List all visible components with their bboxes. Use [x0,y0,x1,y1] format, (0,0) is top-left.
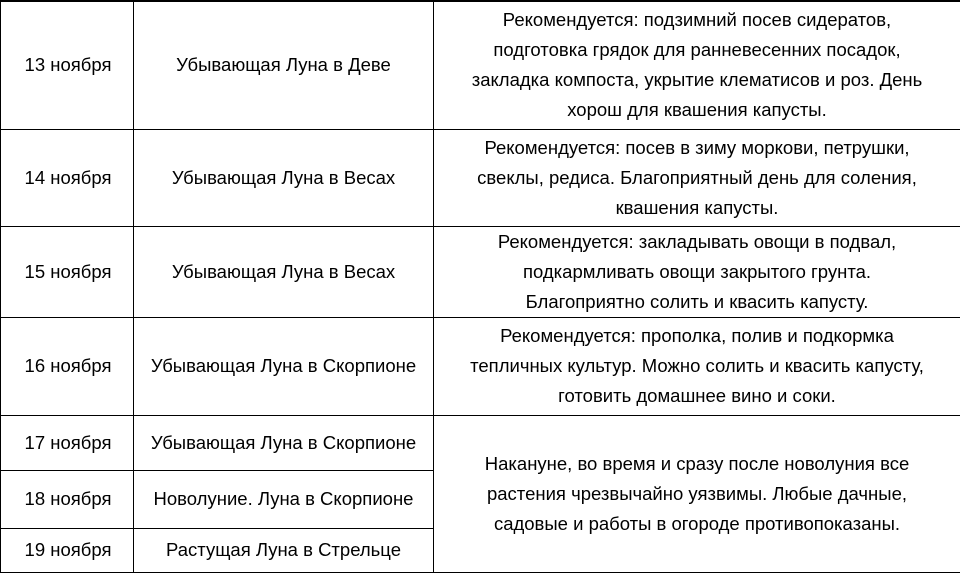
recommendation-cell [434,226,960,317]
date-cell: 16 ноября [1,317,134,415]
recommendation-cell [434,1,960,129]
merged-recommendation-cell [434,415,960,572]
moon-phase-cell: Убывающая Луна в Скорпионе [134,415,434,470]
moon-phase-cell: Убывающая Луна в Весах [134,226,434,317]
date-cell: 15 ноября [1,226,134,317]
moon-phase-cell: Новолуние. Луна в Скорпионе [134,470,434,528]
recommendation-line: Рекомендуется: подзимний посев сидератов, [438,5,956,35]
table-row [1,1,960,129]
table-row [1,129,960,226]
recommendation-line: Рекомендуется: закладывать овощи в подвал, [438,227,956,257]
table-row [1,226,960,317]
recommendation-line: квашения капусты. [438,193,956,223]
recommendation-line: свеклы, редиса. Благоприятный день для соления, [438,163,956,193]
recommendation-line: Рекомендуется: прополка, полив и подкормка [438,321,956,351]
recommendation-line: закладка компоста, укрытие клематисов и роз. День [438,65,956,95]
moon-phase-cell: Убывающая Луна в Весах [134,129,434,226]
date-cell: 13 ноября [1,1,134,129]
recommendation-cell [434,129,960,226]
date-cell: 18 ноября [1,470,134,528]
date-cell: 14 ноября [1,129,134,226]
table-row [1,317,960,415]
date-cell: 19 ноября [1,528,134,572]
recommendation-line: растения чрезвычайно уязвимы. Любые дачные, [438,479,956,509]
recommendation-line: Накануне, во время и сразу после новолуния все [438,449,956,479]
date-cell: 17 ноября [1,415,134,470]
moon-phase-cell: Растущая Луна в Стрельце [134,528,434,572]
recommendation-line: подкармливать овощи закрытого грунта. [438,257,956,287]
recommendation-line: готовить домашнее вино и соки. [438,381,956,411]
recommendation-line: Рекомендуется: посев в зиму моркови, петрушки, [438,133,956,163]
moon-phase-cell: Убывающая Луна в Деве [134,1,434,129]
recommendation-line: хорош для квашения капусты. [438,95,956,125]
recommendation-line: тепличных культур. Можно солить и квасить капусту, [438,351,956,381]
recommendation-line: подготовка грядок для ранневесенних посадок, [438,35,956,65]
recommendation-cell [434,317,960,415]
table-row [1,415,960,470]
recommendation-line: Благоприятно солить и квасить капусту. [438,287,956,317]
moon-phase-cell: Убывающая Луна в Скорпионе [134,317,434,415]
recommendation-line: садовые и работы в огороде противопоказаны. [438,509,956,539]
